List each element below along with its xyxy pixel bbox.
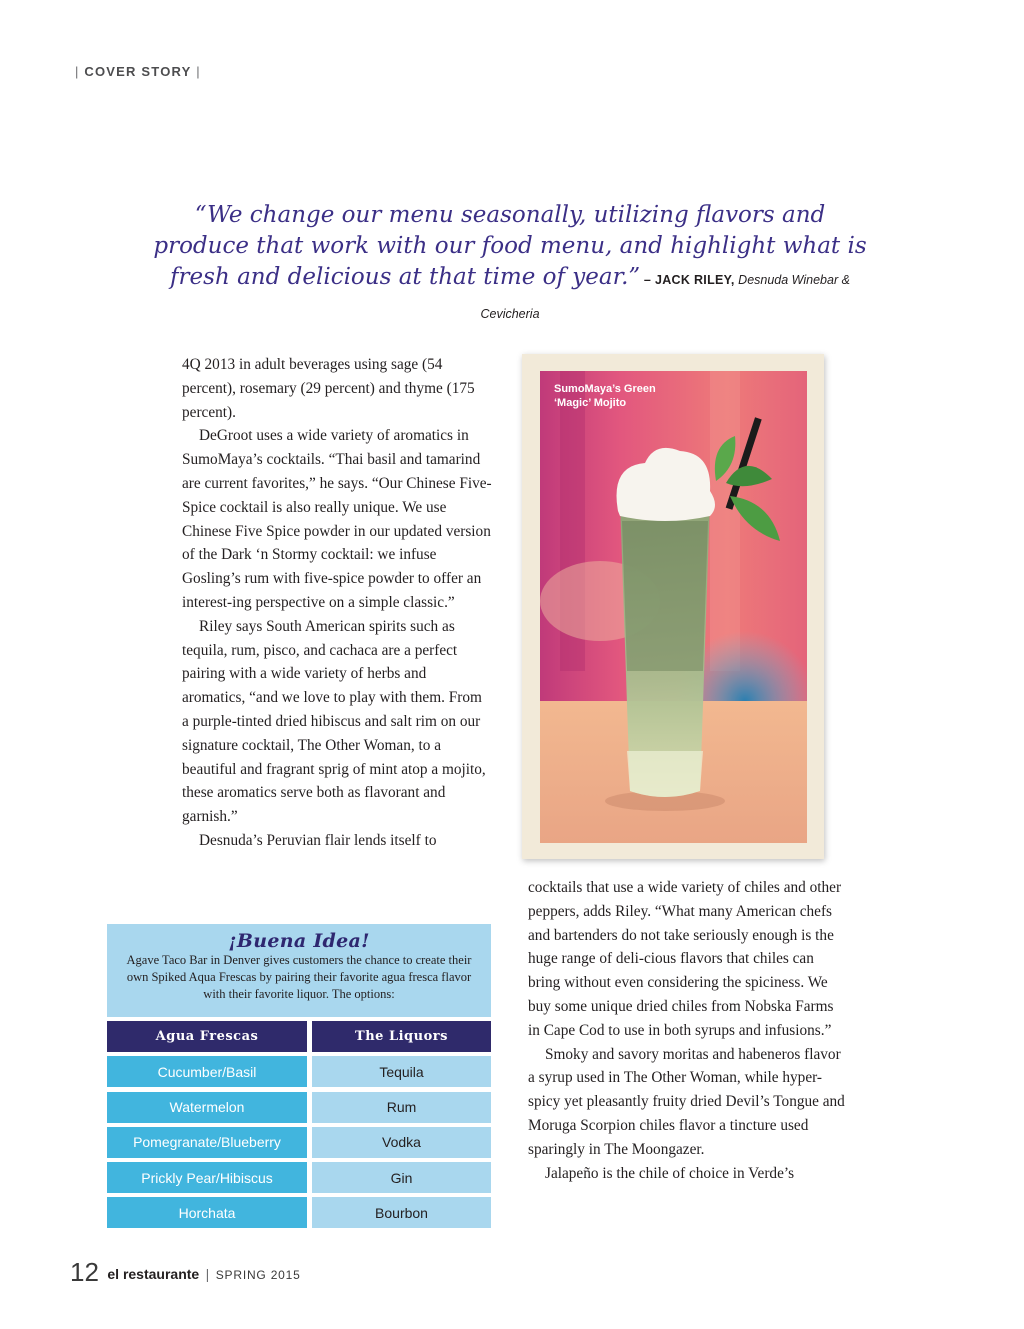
photo-caption: SumoMaya’s Green ‘Magic’ Mojito [554, 383, 656, 409]
liquor-cell: Vodka [312, 1127, 491, 1158]
article-paragraph: Smoky and savory moritas and habeneros flavor a syrup used in The Other Woman, while hyper-spicy yet pleasantly fruity dried Devil’s Tongue and Moruga Scorpion chiles flavor a tincture used sparingly in The Moongazer. [528, 1045, 845, 1158]
liquor-cell: Rum [312, 1092, 491, 1123]
liquor-cell: Bourbon [312, 1197, 491, 1228]
pull-quote-author: JACK RILEY, [654, 273, 735, 287]
agua-fresca-cell: Prickly Pear/Hibiscus [107, 1162, 307, 1193]
agua-fresca-cell: Watermelon [107, 1092, 307, 1123]
article-column-right [528, 876, 848, 1185]
agua-fresca-cell: Horchata [107, 1197, 307, 1228]
issue-label: SPRING 2015 [215, 1268, 301, 1282]
sidebar-title: ¡Buena Idea! [228, 930, 370, 952]
table-row [107, 1127, 491, 1162]
table-row [107, 1092, 491, 1127]
article-paragraph: Riley says South American spirits such as tequila, rum, pisco, and cachaca are a perfect pairing with a wide variety of herbs and aromatics, “and we love to play with them. From a purple-tinted dried hibiscus and salt rim on our signature cocktail, The Other Woman, to a beautiful and fragrant sprig of mint atop a mojito, these aromatics serve both as flavorant and garnish.” [182, 617, 486, 826]
mojito-illustration [540, 371, 807, 843]
column-header-liquors: The Liquors [312, 1021, 491, 1052]
table-row [107, 1056, 491, 1091]
article-paragraph: DeGroot uses a wide variety of aromatics in SumoMaya’s cocktails. “Thai basil and tamarind are current favorites,” he says. “Our Chinese Five-Spice cocktail is also really unique. We use Chinese Five Spice powder in our updated version of the Dark ‘n Stormy cocktail: we infuse Gosling’s rum with five-spice powder to offer an interest-ing perspective on a simple classic.” [182, 427, 492, 611]
liquor-cell: Gin [312, 1162, 491, 1193]
agua-fresca-cell: Cucumber/Basil [107, 1056, 307, 1087]
section-label: | COVER STORY | [75, 64, 201, 79]
options-table [107, 1021, 491, 1233]
table-header-row [107, 1021, 491, 1056]
page-number: 12 [70, 1257, 99, 1287]
article-paragraph: Desnuda’s Peruvian flair lends itself to [199, 831, 437, 849]
article-column-left [182, 353, 492, 853]
article-paragraph: 4Q 2013 in adult beverages using sage (54 percent), rosemary (29 percent) and thyme (175 percent). [182, 356, 475, 421]
table-row [107, 1197, 491, 1232]
pull-quote [150, 200, 870, 330]
magazine-name: el restaurante [107, 1266, 200, 1282]
footer-separator: | [205, 1266, 210, 1282]
pull-quote-dash: – [640, 273, 655, 287]
article-paragraph: Jalapeño is the chile of choice in Verde’s [545, 1164, 795, 1182]
mojito-photo [540, 371, 807, 843]
agua-fresca-cell: Pomegranate/Blueberry [107, 1127, 307, 1158]
article-paragraph: cocktails that use a wide variety of chiles and other peppers, adds Riley. “What many American chefs and bartenders do not take seriously enough is the huge range of deli-cious flavors that chiles can bring without even considering the spiciness. We buy some unique dried chiles from Nobska Farms in Cape Cod to use in both syrups and infusions.” [528, 879, 842, 1039]
pull-quote-text: “We change our menu seasonally, utilizing flavors and produce that work with our food menu, and highlight what is fresh and delicious at that time of year.” [153, 202, 867, 290]
section-name: COVER STORY [84, 64, 192, 79]
column-header-agua-frescas: Agua Frescas [107, 1021, 307, 1052]
table-row [107, 1162, 491, 1197]
page-footer [70, 1257, 301, 1288]
sidebar-box [107, 924, 491, 1017]
photo-frame [522, 354, 824, 859]
liquor-cell: Tequila [312, 1056, 491, 1087]
pull-quote-affiliation: Desnuda Winebar & Cevicheria [480, 273, 850, 321]
sidebar-intro: Agave Taco Bar in Denver gives customers the chance to create their own Spiked Aqua Frescas by pairing their favorite agua fresca flavor with their favorite liquor. The options: [126, 953, 472, 1001]
